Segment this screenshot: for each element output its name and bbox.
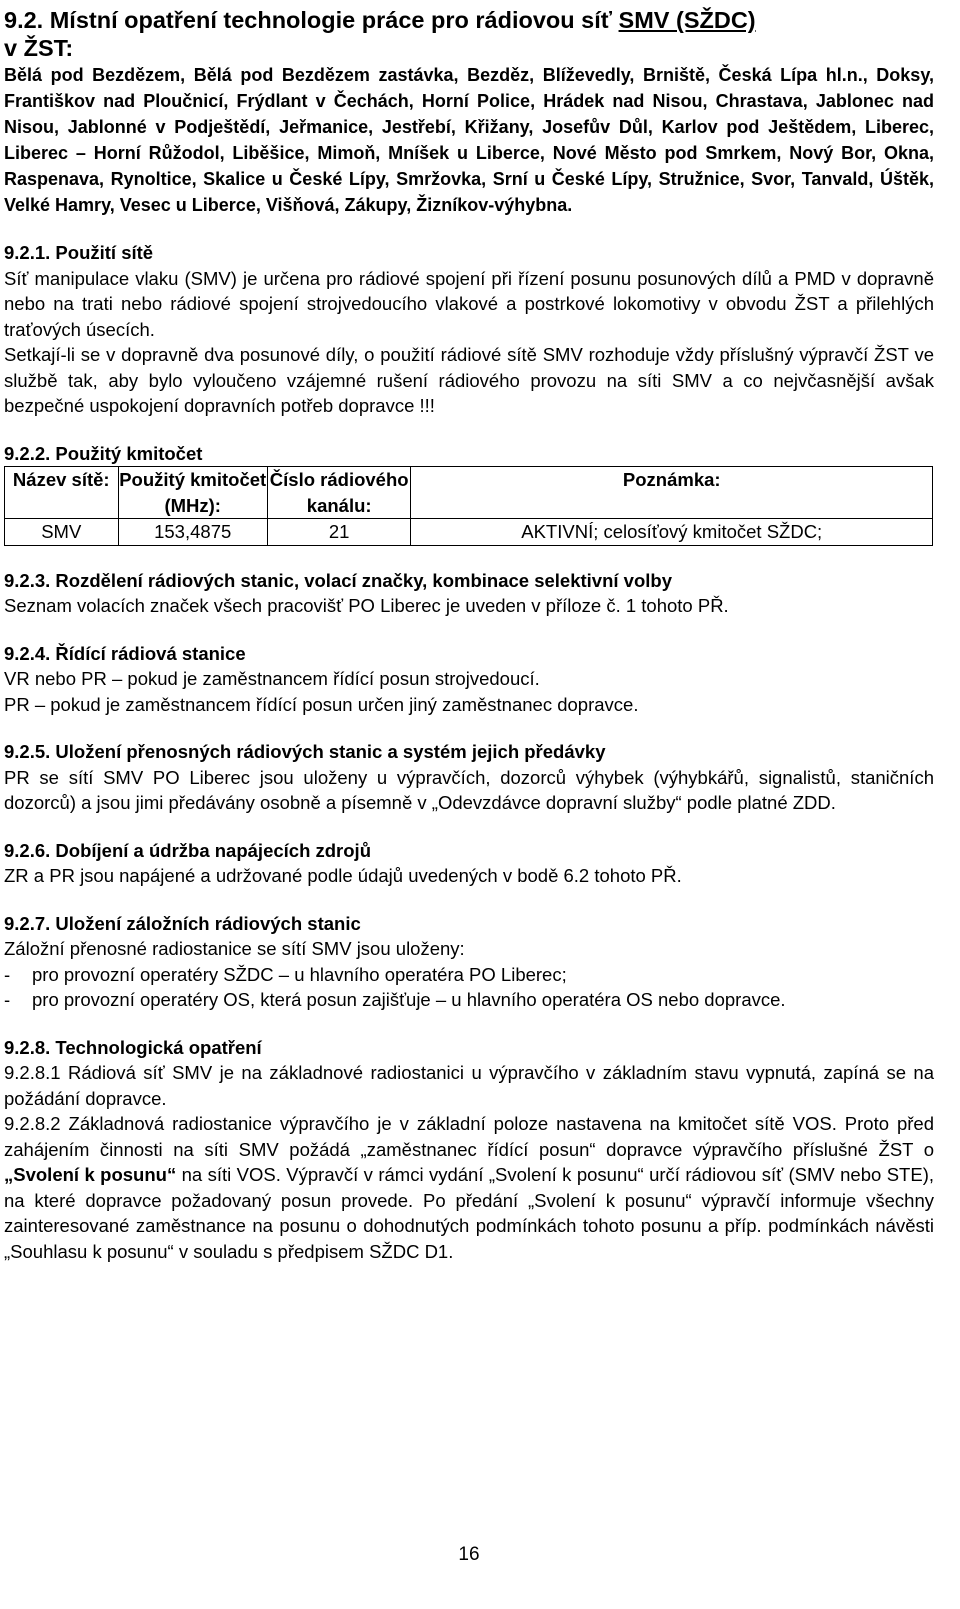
heading-line2: v ŽST: <box>4 35 74 61</box>
section-9-2-8 <box>4 1035 934 1265</box>
paragraph: Síť manipulace vlaku (SMV) je určena pro rádiové spojení při řízení posunu posunových dílů a PMD v dopravně nebo na trati nebo rádiové spojení strojvedoucího vlakové a postrkové lokomotivy v obvodu ŽST a přilehlých traťových úsecích. <box>4 267 934 340</box>
frequency-table <box>4 466 933 546</box>
permission-term: „Svolení k posunu“ <box>4 1164 177 1185</box>
section-title: 9.2.5. Uložení přenosných rádiových stanic a systém jejich předávky <box>4 741 606 762</box>
section-title: 9.2.2. Použitý kmitočet <box>4 442 203 464</box>
list-item <box>4 987 934 1013</box>
table-header-cell: Použitý kmitočet (MHz): <box>118 467 267 519</box>
section-title: 9.2.6. Dobíjení a údržba napájecích zdrojů <box>4 839 372 861</box>
section-9-2-1 <box>4 240 934 419</box>
paragraph: PR se sítí SMV PO Liberec jsou uloženy u výpravčích, dozorců výhybek (výhybkářů, signalistů, staničních dozorců) a jsou jimi předávány osobně a písemně v „Odevzdávce dopravní služby“ podle platné ZDD. <box>4 766 934 813</box>
paragraph-text: na síti VOS. Výpravčí v rámci vydání „Svolení k posunu“ určí rádiovou síť (SMV nebo STE), na které dopravce požadovaný posun provede. Po předání „Svolení k posunu“ výpravčí informuje všechny zainteresované zaměstnance na posunu o dohodnutých podmínkách tohoto posunu a příp. podmínkách návěsti „Souhlasu k posunu“ v souladu s předpisem SŽDC D1. <box>4 1164 934 1262</box>
document-page <box>4 6 934 1264</box>
station-list: Bělá pod Bezdězem, Bělá pod Bezdězem zastávka, Bezděz, Blíževedly, Brniště, Česká Lípa hl.n., Doksy, Františkov nad Ploučnicí, Frýdlant v Čechách, Horní Police, Hrádek nad Nisou, Chrastava, Jablonec nad Nisou, Jablonné v Podještědí, Jeřmanice, Jestřebí, Křižany, Josefův Důl, Karlov pod Ještědem, Liberec, Liberec – Horní Růžodol, Liběšice, Mimoň, Mníšek u Liberce, Nové Město pod Smrkem, Nový Bor, Okna, Raspenava, Rynoltice, Skalice u České Lípy, Smržovka, Srní u České Lípy, Stružnice, Svor, Tanvald, Úštěk, Velké Hamry, Vesec u Liberce, Višňová, Zákupy, Žizníkov-výhybna. <box>4 65 934 215</box>
heading-network-name: SMV (SŽDC) <box>618 7 756 33</box>
section-9-2-5 <box>4 739 934 816</box>
table-header-cell: Číslo rádiového kanálu: <box>267 467 411 519</box>
list-bullet: - <box>4 989 11 1010</box>
section-9-2-2 <box>4 441 934 546</box>
table-cell: 153,4875 <box>118 519 267 546</box>
section-title: 9.2.4. Řídící rádiová stanice <box>4 642 246 664</box>
section-title: 9.2.1. Použití sítě <box>4 242 154 263</box>
list-item-text: pro provozní operatéry SŽDC – u hlavního operatéra PO Liberec; <box>32 963 567 985</box>
paragraph: Záložní přenosné radiostanice se sítí SMV jsou uloženy: <box>4 938 465 959</box>
paragraph: PR – pokud je zaměstnancem řídící posun určen jiný zaměstnanec dopravce. <box>4 693 639 715</box>
list-item <box>4 962 934 988</box>
paragraph: 9.2.8.1 Rádiová síť SMV je na základnové radiostanici u výpravčího v základním stavu vypnutá, zapíná se na požádání dopravce. <box>4 1062 934 1109</box>
page-number: 16 <box>458 1544 480 1565</box>
paragraph: VR nebo PR – pokud je zaměstnancem řídící posun strojvedoucí. <box>4 668 540 689</box>
table-cell: SMV <box>5 519 119 546</box>
list-item-text: pro provozní operatéry OS, která posun zajišťuje – u hlavního operatéra OS nebo dopravce. <box>32 989 786 1010</box>
section-heading <box>4 6 934 34</box>
section-title: 9.2.3. Rozdělení rádiových stanic, volací značky, kombinace selektivní volby <box>4 569 672 591</box>
paragraph: ZR a PR jsou napájené a udržované podle údajů uvedených v bodě 6.2 tohoto PŘ. <box>4 865 682 886</box>
section-9-2-7 <box>4 911 934 1013</box>
section-9-2-6 <box>4 838 934 889</box>
table-cell: 21 <box>267 519 411 546</box>
table-header-cell: Název sítě: <box>5 467 119 519</box>
section-9-2-4 <box>4 641 934 718</box>
section-title: 9.2.8. Technologická opatření <box>4 1036 262 1058</box>
table-header-cell: Poznámka: <box>411 467 933 519</box>
section-9-2-3 <box>4 568 934 619</box>
paragraph <box>4 1111 934 1264</box>
paragraph: Setkají-li se v dopravně dva posunové díly, o použití rádiové sítě SMV rozhoduje vždy příslušný výpravčí ŽST ve službě tak, aby bylo vyloučeno vzájemné rušení rádiového provozu na síti SMV a co nejvčasnější avšak bezpečné uspokojení dopravních potřeb dopravce !!! <box>4 344 934 416</box>
paragraph: Seznam volacích značek všech pracovišť PO Liberec je uveden v příloze č. 1 tohoto PŘ. <box>4 595 729 616</box>
paragraph-text: 9.2.8.2 Základnová radiostanice výpravčího je v základní poloze nastavena na kmitočet sítě VOS. Proto před zahájením činnosti na síti SMV požádá „zaměstnanec řídící posun“ dopravce výpravčího příslušné ŽST o <box>4 1113 934 1160</box>
list-bullet: - <box>4 963 11 985</box>
table-cell: AKTIVNÍ; celosíťový kmitočet SŽDC; <box>411 519 933 546</box>
heading-prefix: 9.2. Místní opatření technologie práce pro rádiovou síť <box>4 7 619 33</box>
table-header-row <box>5 467 933 519</box>
section-title: 9.2.7. Uložení záložních rádiových stanic <box>4 912 361 934</box>
table-row <box>5 519 933 546</box>
